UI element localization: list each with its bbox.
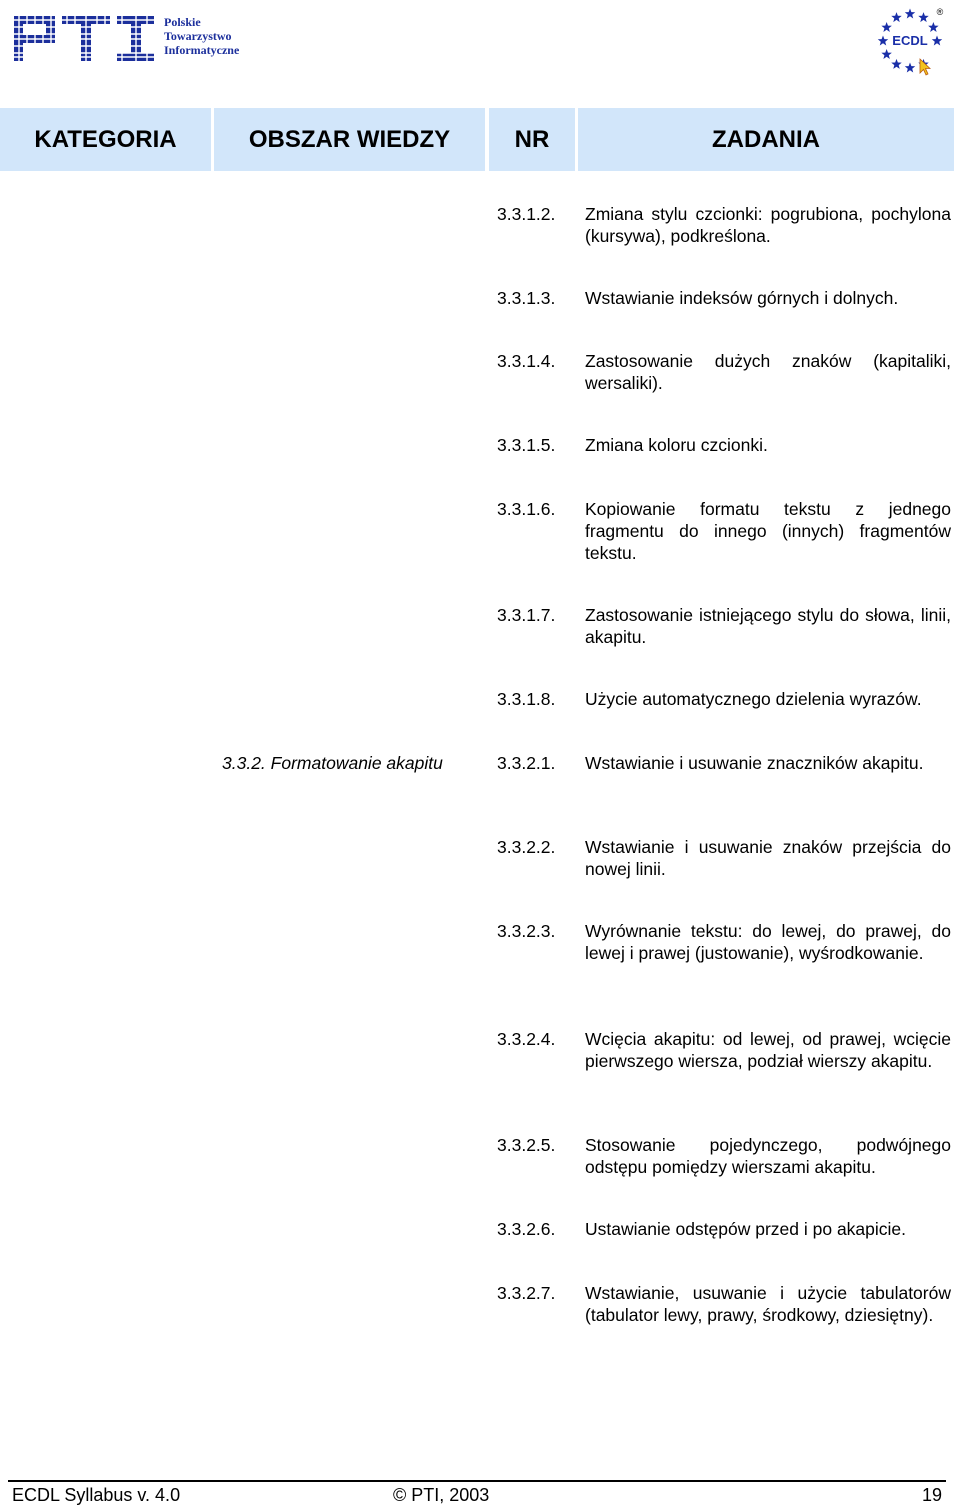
task-description: Zmiana koloru czcionki. <box>585 435 768 455</box>
task-number: 3.3.2.4. <box>497 1029 556 1049</box>
task-description: Wyrównanie tekstu: do lewej, do prawej, do lewej i prawej (justowanie), wyśrodkowanie. <box>585 921 951 963</box>
task-description: Wstawianie i usuwanie znaczników akapitu. <box>585 753 924 773</box>
star-icon <box>881 22 891 32</box>
task-description: Zastosowanie istniejącego stylu do słowa, linii, akapitu. <box>585 605 951 647</box>
task-number: 3.3.2.3. <box>497 921 556 941</box>
column-header-nr: NR <box>489 108 575 171</box>
task-description: Użycie automatycznego dzielenia wyrazów. <box>585 689 922 709</box>
pti-logo-text <box>164 15 239 57</box>
pti-logo-line: Polskie <box>164 15 201 29</box>
task-description: Wcięcia akapitu: od lewej, od prawej, wcięcie pierwszego wiersza, podział wierszy akapitu. <box>585 1029 951 1071</box>
pti-logo-line: Informatyczne <box>164 43 240 57</box>
star-icon <box>905 63 915 73</box>
pti-grid-logo-icon <box>14 16 154 61</box>
task-description: Ustawianie odstępów przed i po akapicie. <box>585 1219 907 1239</box>
task-number: 3.3.2.5. <box>497 1135 556 1155</box>
task-number: 3.3.1.8. <box>497 689 556 709</box>
star-icon <box>878 36 888 46</box>
pti-logo <box>14 16 239 64</box>
ecdl-logo-icon <box>874 6 946 76</box>
task-number: 3.3.1.3. <box>497 288 556 308</box>
column-header-zadania: ZADANIA <box>578 108 954 171</box>
star-icon <box>891 59 901 69</box>
star-icon <box>881 49 891 59</box>
task-number: 3.3.1.2. <box>497 204 556 224</box>
footer-copyright: © PTI, 2003 <box>393 1485 490 1505</box>
task-number: 3.3.2.2. <box>497 837 556 857</box>
task-number: 3.3.2.6. <box>497 1219 556 1239</box>
footer-document-title: ECDL Syllabus v. 4.0 <box>12 1485 181 1505</box>
star-icon <box>932 36 942 46</box>
star-icon <box>905 9 915 19</box>
ecdl-logo-text: ECDL <box>892 33 928 48</box>
task-number: 3.3.2.7. <box>497 1283 556 1303</box>
star-icon <box>891 12 901 22</box>
task-number: 3.3.1.6. <box>497 499 556 519</box>
task-number: 3.3.1.4. <box>497 351 556 371</box>
task-description: Stosowanie pojedynczego, podwójnego odstępu pomiędzy wierszami akapitu. <box>585 1135 951 1177</box>
ecdl-registered-mark: ® <box>936 7 944 17</box>
task-number: 3.3.1.5. <box>497 435 556 455</box>
task-description: Kopiowanie formatu tekstu z jednego fragmentu do innego (innych) fragmentów tekstu. <box>585 499 951 563</box>
star-icon <box>918 12 928 22</box>
cursor-icon <box>920 59 930 75</box>
knowledge-area <box>222 752 443 774</box>
column-header-obszar-wiedzy: OBSZAR WIEDZY <box>214 108 485 171</box>
task-description: Zmiana stylu czcionki: pogrubiona, pochylona (kursywa), podkreślona. <box>585 204 951 246</box>
knowledge-area-name: Formatowanie akapitu <box>270 753 443 773</box>
task-description: Wstawianie i usuwanie znaków przejścia do nowej linii. <box>585 837 951 879</box>
task-number: 3.3.2.1. <box>497 753 556 773</box>
footer-page-number: 19 <box>922 1485 943 1505</box>
column-header-kategoria: KATEGORIA <box>0 108 211 171</box>
knowledge-area-code: 3.3.2. <box>222 753 266 773</box>
task-description: Zastosowanie dużych znaków (kapitaliki, wersaliki). <box>585 351 951 393</box>
task-description: Wstawianie indeksów górnych i dolnych. <box>585 288 899 308</box>
star-icon <box>928 22 938 32</box>
pti-logo-line: Towarzystwo <box>164 29 232 43</box>
footer-divider <box>8 1480 946 1482</box>
task-number: 3.3.1.7. <box>497 605 556 625</box>
task-description: Wstawianie, usuwanie i użycie tabulatorów (tabulator lewy, prawy, środkowy, dziesiętny). <box>585 1283 951 1325</box>
